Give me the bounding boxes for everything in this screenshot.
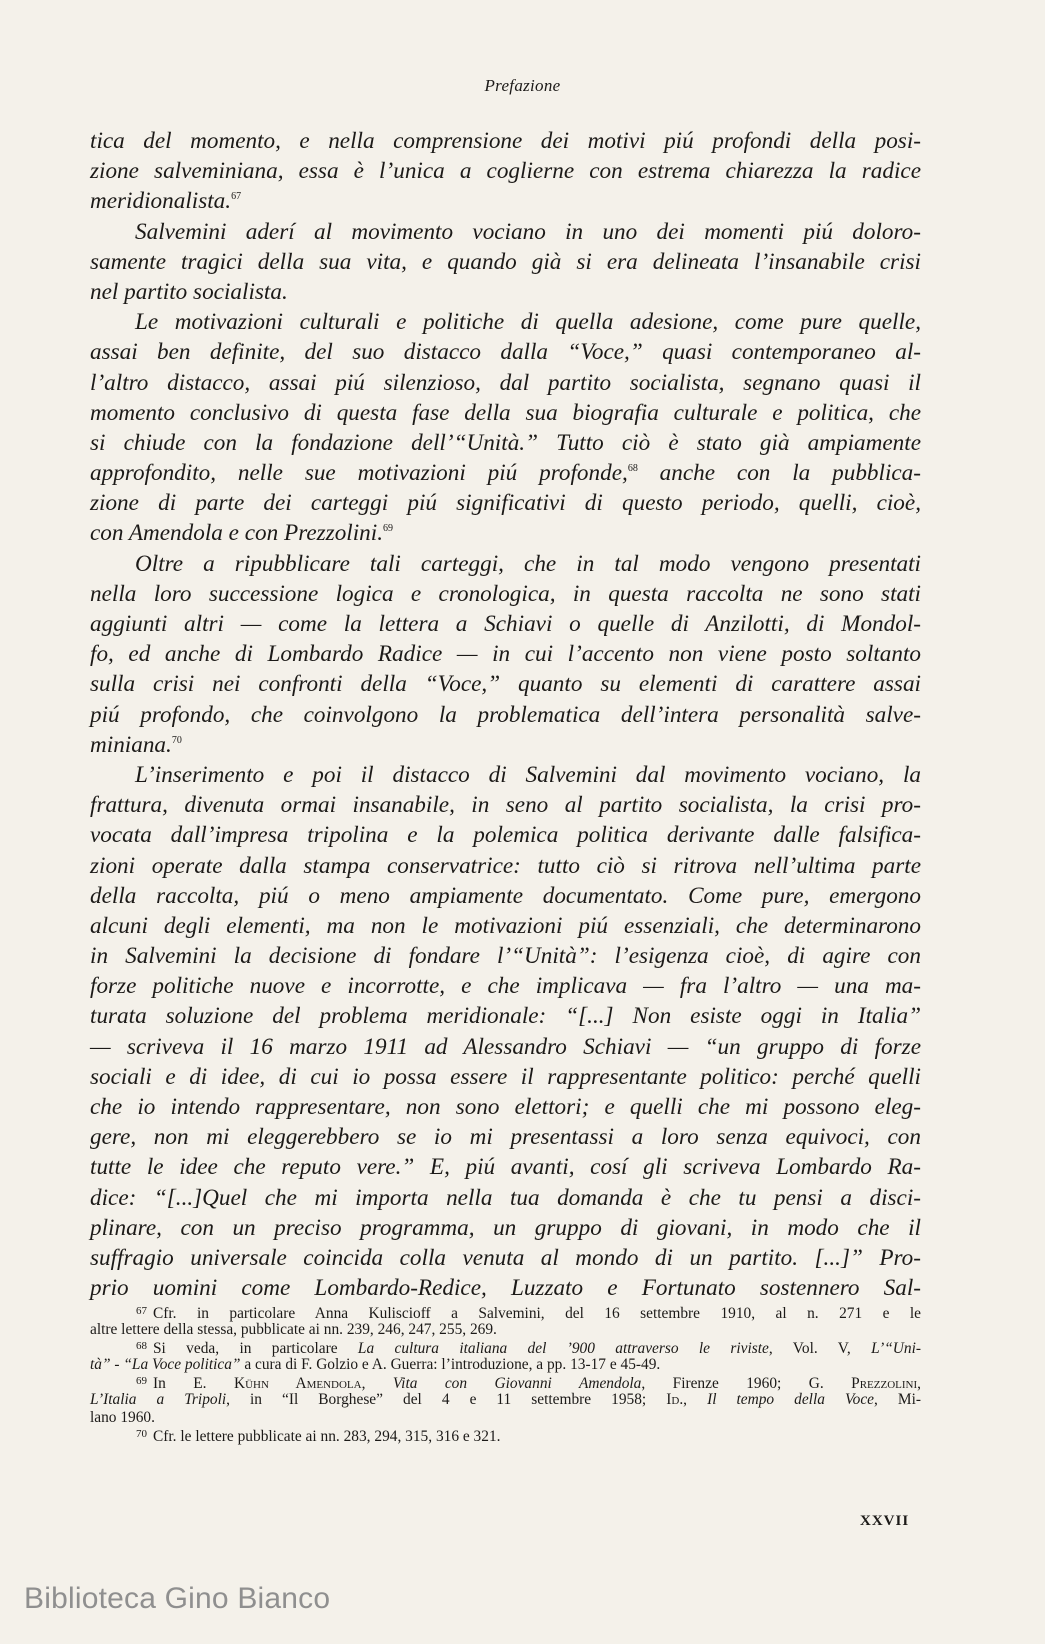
body-line: zioni operate dalla stampa conservatrice: tutto ciò si ritrova nell’ultima parte (90, 852, 921, 879)
body-line: assai ben definite, del suo distacco dalla “Voce,” quasi contemporaneo al- (90, 339, 921, 366)
footnote-69-cont2: lano 1960. (90, 1408, 155, 1426)
body-line: dice: “[...]Quel che mi importa nella tua domanda è che tu pensi a disci- (90, 1184, 921, 1211)
footnote-69-cont: L’Italia a Tripoli, in “Il Borghese” del 4 e 11 settembre 1958; Id., Il tempo della Voce, Mi- (90, 1390, 921, 1408)
body-line: nel partito socialista. (90, 278, 288, 305)
body-line: della raccolta, piú o meno ampiamente documentato. Come pure, emergono (90, 882, 921, 909)
footnote-68: $^{68}$ Si veda, in particolare La cultura italiana del ’900 attraverso le riviste, Vol. V, L’“Uni- (136, 1340, 921, 1358)
library-watermark: Biblioteca Gino Bianco (24, 1582, 331, 1615)
body-line: alcuni degli elementi, ma non le motivazioni piú essenziali, che determinarono (90, 912, 921, 939)
body-line: aggiunti altri — come la lettera a Schiavi o quelle di Anzilotti, di Mondol- (90, 611, 921, 637)
body-line: forze politiche nuove e incorrotte, e che implicava — fra l’altro — una ma- (90, 973, 921, 1000)
body-line: zione salveminiana, essa è l’unica a coglierne con estrema chiarezza la radice (90, 158, 921, 185)
body-line: miniana.$^{70}$ (90, 731, 182, 758)
body-line: piú profondo, che coinvolgono la problematica dell’intera personalità salve- (90, 701, 921, 728)
body-line: sociali e di idee, di cui io possa essere il rappresentante politico: perché quelli (90, 1063, 921, 1090)
body-line: nella loro successione logica e cronologica, in questa raccolta ne sono stati (90, 580, 921, 607)
running-head: Prefazione (484, 76, 561, 95)
body-text (90, 126, 921, 1303)
body-line: plinare, con un preciso programma, un gruppo di giovani, in modo che il (90, 1214, 921, 1241)
body-line: fo, ed anche di Lombardo Radice — in cui l’accento non viene posto soltanto (90, 641, 921, 668)
body-line: si chiude con la fondazione dell’“Unità.” Tutto ciò è stato già ampiamente (90, 429, 921, 456)
body-line: l’altro distacco, assai piú silenzioso, dal partito socialista, segnano quasi il (90, 369, 921, 396)
page-number: XXVII (860, 1513, 910, 1529)
body-line: Salvemini aderí al movimento vociano in uno dei momenti piú doloro- (135, 218, 921, 245)
footnote-69: $^{69}$ In E. Kühn Amendola, Vita con Giovanni Amendola, Firenze 1960; G. Prezzolini, (136, 1375, 921, 1393)
body-line: momento conclusivo di questa fase della sua biografia culturale e politica, che (90, 399, 921, 426)
footnote-ref: 70 (171, 734, 182, 746)
footnote-68-cont: tà” - “La Voce politica” a cura di F. Golzio e A. Guerra: l’introduzione, a pp. 13-17 e 45-49. (90, 1355, 661, 1373)
body-line: Oltre a ripubblicare tali carteggi, che in tal modo vengono presentati (135, 550, 921, 577)
body-line: Le motivazioni culturali e politiche di quella adesione, come pure quelle, (135, 309, 921, 336)
footnote-ref: 67 (231, 191, 242, 203)
body-line: in Salvemini la decisione di fondare l’“Unità”: l’esigenza cioè, di agire con (90, 943, 921, 970)
body-line: zione di parte dei carteggi piú significativi di questo periodo, quelli, cioè, (90, 490, 921, 517)
footnote-67: $^{67}$ Cfr. in particolare Anna Kuliscioff a Salvemini, del 16 settembre 1910, al n. 271 e le (136, 1305, 921, 1322)
footnote-ref: 68 (627, 463, 638, 475)
body-line: che io intendo rappresentare, non sono elettori; e quelli che mi possono eleg- (90, 1094, 921, 1120)
body-line: prio uomini come Lombardo-Redice, Luzzato e Fortunato sostennero Sal- (90, 1275, 921, 1302)
body-line: tica del momento, e nella comprensione dei motivi piú profondi della posi- (90, 128, 921, 154)
body-line: approfondito, nelle sue motivazioni piú profonde,$^{68}$ anche con la pubblica- (90, 460, 921, 487)
body-line: vocata dall’impresa tripolina e la polemica politica derivante dalle falsifica- (90, 822, 921, 849)
body-line: con Amendola e con Prezzolini.$^{69}$ (90, 520, 394, 547)
body-line: turata soluzione del problema meridionale: “[...] Non esiste oggi in Italia” (90, 1003, 921, 1030)
body-line: frattura, divenuta ormai insanabile, in seno al partito socialista, la crisi pro- (90, 792, 921, 819)
footnote-70: $^{70}$ Cfr. le lettere pubblicate ai nn. 283, 294, 315, 316 e 321. (136, 1428, 501, 1446)
body-line: samente tragici della sua vita, e quando già si era delineata l’insanabile crisi (90, 248, 921, 275)
body-line: suffragio universale coincida colla venuta al mondo di un partito. [...]” Pro- (90, 1244, 921, 1271)
footnotes (90, 1303, 921, 1444)
body-line: gere, non mi eleggerebbero se io mi presentassi a loro senza equivoci, con (90, 1124, 921, 1151)
body-line: — scriveva il 16 marzo 1911 ad Alessandro Schiavi — “un gruppo di forze (90, 1033, 921, 1060)
footnote-ref: 69 (383, 523, 394, 535)
body-line: sulla crisi nei confronti della “Voce,” quanto su elementi di carattere assai (90, 671, 921, 698)
body-line: L’inserimento e poi il distacco di Salvemini dal movimento vociano, la (135, 761, 921, 788)
body-line: tutte le idee che reputo vere.” E, piú avanti, cosí gli scriveva Lombardo Ra- (90, 1154, 921, 1181)
body-line: meridionalista.$^{67}$ (90, 188, 242, 215)
footnote-67-cont: altre lettere della stessa, pubblicate ai nn. 239, 246, 247, 255, 269. (90, 1320, 497, 1338)
